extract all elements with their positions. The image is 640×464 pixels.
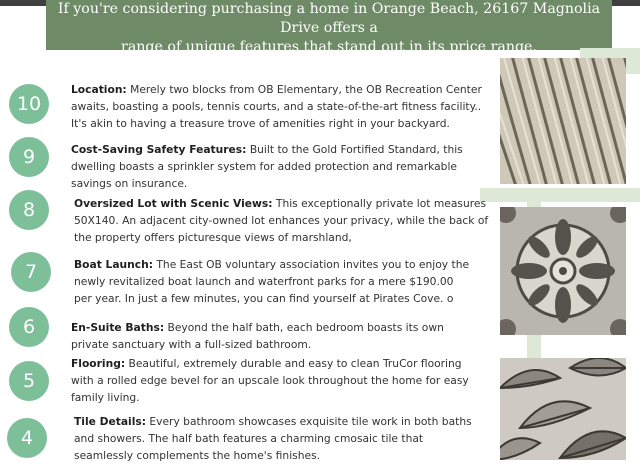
feature-number-badge: 8: [9, 190, 49, 230]
feature-text: [74, 196, 494, 246]
feature-text: [71, 82, 489, 132]
feature-text: [74, 414, 474, 464]
feature-number-badge: 5: [9, 361, 49, 401]
feature-text: [71, 142, 471, 192]
intro-banner: [46, 0, 612, 55]
banner-line-1: If you're considering purchasing a home in Orange Beach, 26167 Magnolia Drive offers a: [57, 1, 601, 36]
feature-title: Oversized Lot with Scenic Views:: [74, 197, 273, 210]
feature-body: The East OB voluntary association invites you to enjoy the newly revitalized boat launch and waterfront parks for a mere $190.00 per year. In just a few minutes, you can find yourself at Pirates Cove. o: [74, 258, 470, 305]
feature-number-badge: 4: [7, 418, 47, 458]
leaf-pattern-wallpaper-photo: [500, 358, 626, 460]
feature-number-badge: 6: [9, 307, 49, 347]
feature-text: [74, 257, 472, 307]
feature-text: [71, 356, 471, 406]
feature-title: En-Suite Baths:: [71, 321, 165, 334]
feature-title: Tile Details:: [74, 415, 146, 428]
feature-body: Beyond the half bath, each bedroom boasts its own private sanctuary with a full-sized bathroom.: [71, 321, 444, 351]
feature-number-badge: 7: [11, 252, 51, 292]
fluted-wood-panel-photo: [500, 58, 626, 184]
feature-title: Flooring:: [71, 357, 126, 370]
feature-number-badge: 9: [9, 137, 49, 177]
feature-title: Location:: [71, 83, 127, 96]
banner-line-2: range of unique features that stand out in its price range.: [121, 39, 537, 55]
patterned-tile-photo: [500, 207, 626, 335]
feature-title: Cost-Saving Safety Features:: [71, 143, 247, 156]
feature-body: Every bathroom showcases exquisite tile work in both baths and showers. The half bath features a charming cmosaic tile that seamlessly complements the home's finishes.: [74, 415, 472, 462]
feature-text: [71, 320, 451, 354]
feature-number-badge: 10: [9, 84, 49, 124]
feature-body: Built to the Gold Fortified Standard, this dwelling boasts a sprinkler system for added protection and remarkable savings on insurance.: [71, 143, 463, 190]
feature-body: Merely two blocks from OB Elementary, the OB Recreation Center awaits, boasting a pools, tennis courts, and a state-of-the-art fitness facility.. It's akin to having a treasure trove of amenities right in your backyard.: [71, 83, 482, 130]
accent-bar: [480, 188, 640, 202]
feature-title: Boat Launch:: [74, 258, 153, 271]
feature-body: This exceptionally private lot measures 50X140. An adjacent city-owned lot enhances your privacy, while the back of the property offers picturesque views of marshland,: [74, 197, 489, 244]
feature-body: Beautiful, extremely durable and easy to clean TruCor flooring with a rolled edge bevel for an upscale look throughout the home for easy family living.: [71, 357, 469, 404]
